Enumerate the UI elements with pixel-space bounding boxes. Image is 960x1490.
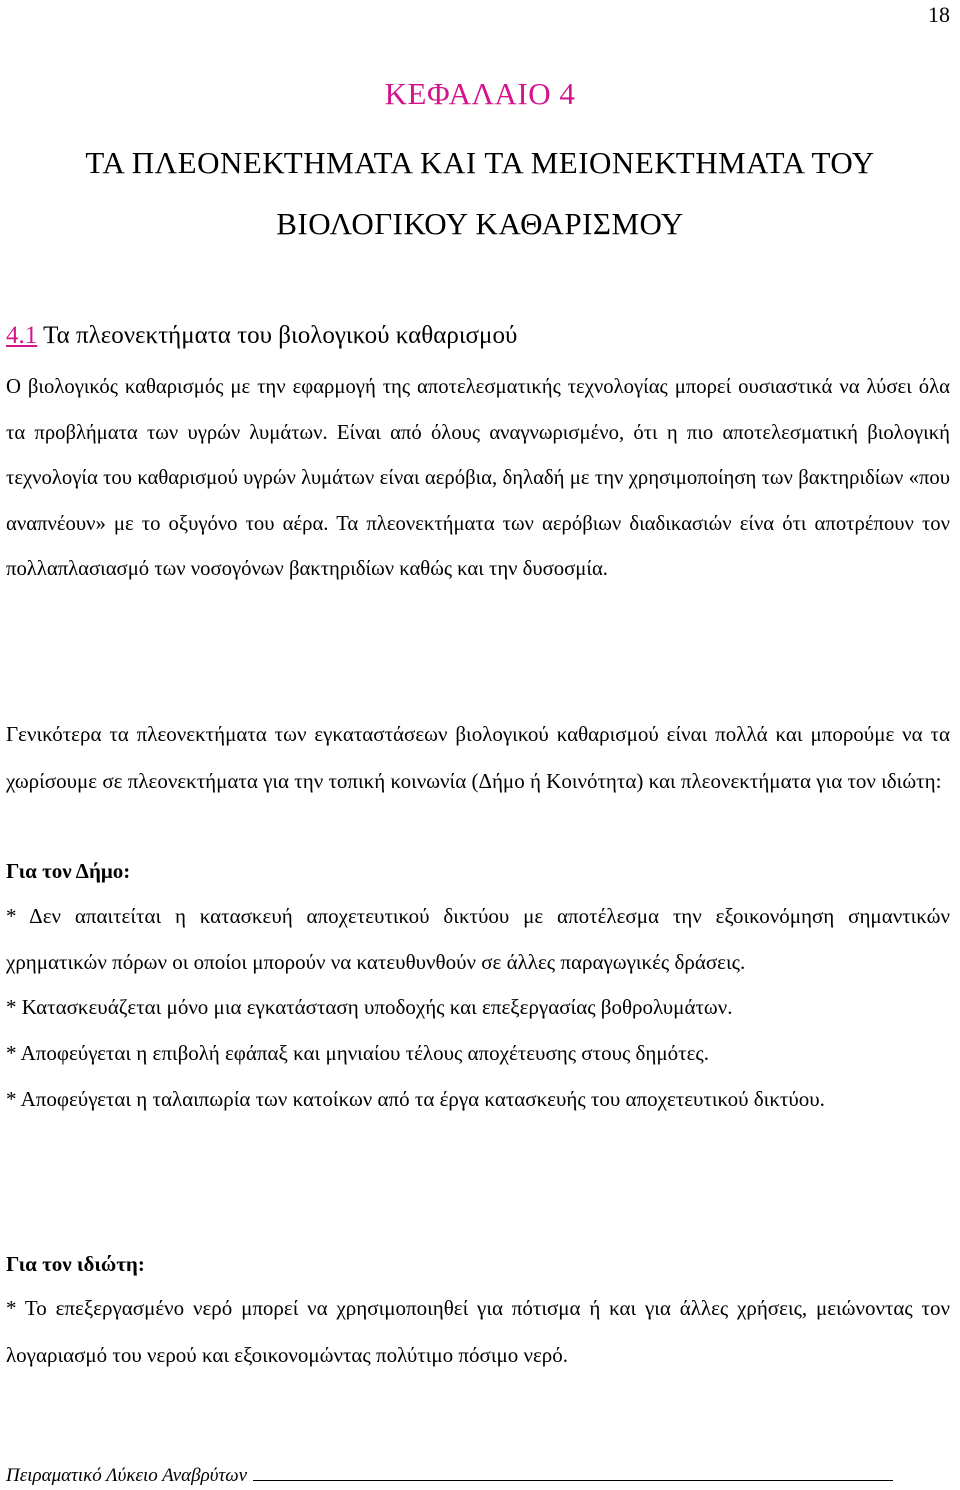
footer-text: Πειραματικό Λύκειο Αναβρύτων	[6, 1465, 248, 1486]
page-number: 18	[928, 2, 950, 27]
section-title: Τα πλεονεκτήματα του βιολογικού καθαρισμού	[43, 322, 518, 349]
chapter-label: ΚΕΦΑΛΑΙΟ 4	[384, 76, 576, 111]
list-item: * Το επεξεργασμένο νερό μπορεί να χρησιμοποιηθεί για πότισμα ή και για άλλες χρήσεις, μειώνοντας τον λογαριασμό του νερού και εξοικονομώντας πολύτιμο πόσιμο νερό.	[6, 1296, 950, 1367]
list-item: * Κατασκευάζεται μόνο μια εγκατάσταση υποδοχής και επεξεργασίας βοθρολυμάτων.	[6, 995, 733, 1020]
section-heading	[6, 318, 517, 354]
list-item: * Αποφεύγεται η ταλαιπωρία των κατοίκων από τα έργα κατασκευής του αποχετευτικού δικτύου.	[6, 1086, 825, 1111]
chapter-title: ΤΑ ΠΛΕΟΝΕΚΤΗΜΑΤΑ ΚΑΙ ΤΑ ΜΕΙΟΝΕΚΤΗΜΑΤΑ ΤΟΥ ΒΙΟΛΟΓΙΚΟΥ ΚΑΘΑΡΙΣΜΟΥ	[85, 145, 875, 241]
individual-list	[6, 1285, 950, 1379]
individual-heading: Για τον ιδιώτη:	[6, 1252, 145, 1276]
advantages-paragraph: Γενικότερα τα πλεονεκτήματα των εγκαταστάσεων βιολογικού καθαρισμού είναι πολλά και μπορούμε να τα χωρίσουμε σε πλεονεκτήματα για την τοπική κοινωνία (Δήμο ή Κοινότητα) και πλεονεκτήματα για τον ιδιώτη:	[6, 722, 950, 793]
footer	[6, 1463, 893, 1489]
section-number: 4.1	[6, 322, 38, 349]
municipality-heading: Για τον Δήμο:	[6, 859, 131, 883]
footer-rule	[253, 1480, 893, 1481]
municipality-list	[6, 894, 950, 1123]
list-item: * Δεν απαιτείται η κατασκευή αποχετευτικού δικτύου με αποτέλεσμα την εξοικονόμηση σημαντικών χρηματικών πόρων οι οποίοι μπορούν να κατευθυνθούν σε άλλες παραγωγικές δράσεις.	[6, 904, 950, 974]
list-item: * Αποφεύγεται η επιβολή εφάπαξ και μηνιαίου τέλους αποχέτευσης στους δημότες.	[6, 1041, 709, 1066]
intro-paragraph: Ο βιολογικός καθαρισμός με την εφαρμογή της αποτελεσματικής τεχνολογίας μπορεί ουσιαστικά να λύσει όλα τα προβλήματα των υγρών λυμάτων. Είναι από όλους αναγνωρισμένο, ότι η πιο αποτελεσματική βιολογική τεχνολογία του καθαρισμού υγρών λυμάτων είναι αερόβια, δηλαδή με την χρησιμοποίηση των βακτηριδίων «που αναπνέουν» με το οξυγόνο του αέρα. Τα πλεονεκτήματα των αερόβιων διαδικασιών είνα ότι αποτρέπουν τον πολλαπλασιασμό των νοσογόνων βακτηριδίων καθώς και την δυσοσμία.	[6, 376, 950, 581]
